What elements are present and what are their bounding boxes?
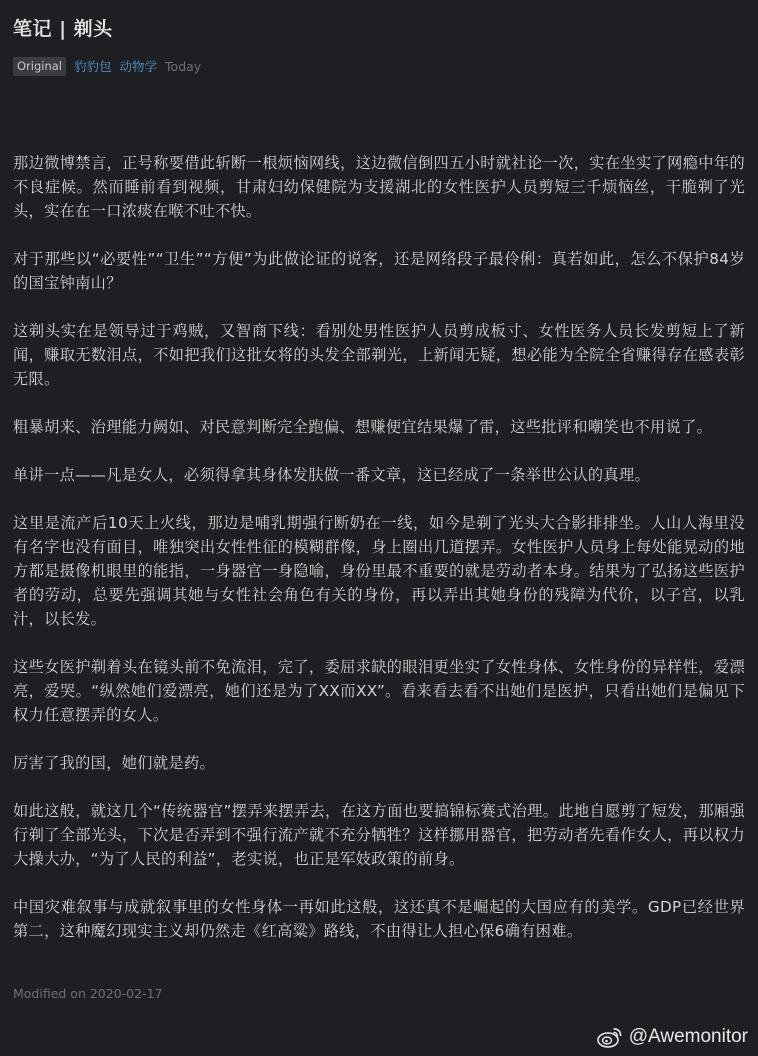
paragraph: 中国灾难叙事与成就叙事里的女性身体一再如此这般，这还真不是崛起的大国应有的美学。GDP已经世界第二，这种魔幻现实主义却仍然走《红高粱》路线，不由得让人担心保6确有困难。 <box>13 898 745 940</box>
tag-link[interactable]: 豹豹包 <box>74 59 112 74</box>
watermark-text: @Awemonitor <box>628 1026 748 1047</box>
original-badge: Original <box>13 57 66 76</box>
paragraph: 这里是流产后10天上火线，那边是哺乳期强行断奶在一线，如今是剃了光头大合影排排坐。人山人海里没有名字也没有面目，唯独突出女性性征的模糊群像，身上圈出几道摆弄。女性医护人员身上每处能晃动的地方都是摄像机眼里的能指，一身器官一身隐喻，身份里最不重要的就是劳动者本身。结果为了弘扬这些医护者的劳动，总要先强调其她与女性社会角色有关的身份，再以弄出其她身份的残障为代价，以子宫，以乳汁，以长发。 <box>13 514 745 628</box>
paragraph: 这剃头实在是领导过于鸡贼，又智商下线：看别处男性医护人员剪成板寸、女性医务人员长发剪短上了新闻，赚取无数泪点，不如把我们这批女将的头发全部剃光，上新闻无疑，想必能为全院全省赚得存在感表彰无限。 <box>13 322 745 388</box>
paragraph: 那边微博禁言，正号称要借此斩断一根烦恼网线，这边微信倒四五小时就社论一次，实在坐实了网瘾中年的不良症候。然而睡前看到视频，甘肃妇幼保健院为支援湖北的女性医护人员剪短三千烦恼丝，干脆剃了光头，实在在一口浓痰在喉不吐不快。 <box>13 154 745 220</box>
weibo-icon <box>597 1026 623 1048</box>
paragraph: 厉害了我的国，她们就是药。 <box>13 754 215 772</box>
watermark <box>597 1026 748 1048</box>
note-body <box>13 151 745 943</box>
tag-link[interactable]: 动物学 <box>119 59 158 74</box>
note-title: 笔记 | 剃头 <box>13 18 113 40</box>
paragraph: 单讲一点——凡是女人，必须得拿其身体发肤做一番文章，这已经成了一条举世公认的真理。 <box>13 466 651 484</box>
note-date: Today <box>165 58 202 74</box>
paragraph: 这些女医护剃着头在镜头前不免流泪，完了，委屈求缺的眼泪更坐实了女性身体、女性身份的异样性，爱漂亮，爱哭。“纵然她们爱漂亮，她们还是为了XX而XX”。看来看去看不出她们是医护，只看出她们是偏见下权力任意摆弄的女人。 <box>13 658 745 724</box>
note-meta <box>13 56 201 76</box>
paragraph: 对于那些以“必要性”“卫生”“方便”为此做论证的说客，还是网络段子最伶俐：真若如此，怎么不保护84岁的国宝钟南山？ <box>13 250 745 292</box>
modified-date: Modified on 2020-02-17 <box>13 986 163 1001</box>
paragraph: 如此这般，就这几个“传统器官”摆弄来摆弄去，在这方面也要搞锦标赛式治理。此地自愿剪了短发，那厢强行剃了全部光头，下次是否弄到不强行流产就不充分牺牲？这样挪用器官，把劳动者先看作女人，再以权力大操大办，“为了人民的利益”，老实说，也正是军妓政策的前身。 <box>13 802 745 868</box>
paragraph: 粗暴胡来、治理能力阙如、对民意判断完全跑偏、想赚便宜结果爆了雷，这些批评和嘲笑也不用说了。 <box>13 418 713 436</box>
